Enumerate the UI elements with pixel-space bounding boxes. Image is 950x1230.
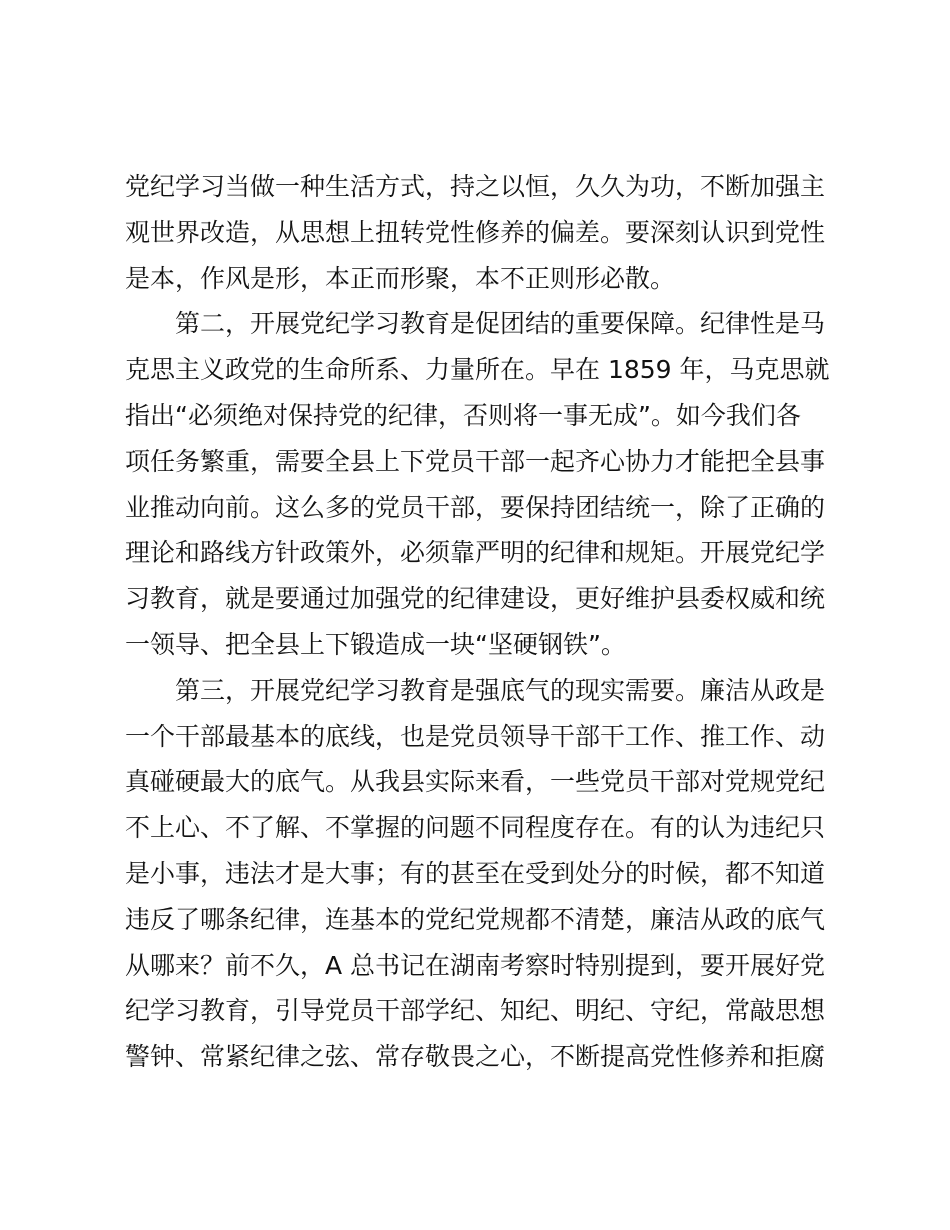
text-line: 克思主义政党的生命所系、力量所在。早在 1859 年，马克思就 (125, 355, 830, 385)
text-line: 项任务繁重，需要全县上下党员干部一起齐心协力才能把全县事 (125, 446, 826, 476)
text-line: 一领导、把全县上下锻造成一块“坚硬钢铁”。 (125, 629, 626, 659)
text-line: 是本，作风是形，本正而形聚，本不正则形必散。 (125, 263, 676, 293)
text-line: 警钟、常紧纪律之弦、常存敬畏之心，不断提高党性修养和拒腐 (125, 1042, 826, 1072)
text-line: 党纪学习当做一种生活方式，持之以恒，久久为功，不断加强主 (125, 172, 826, 201)
text-line: 习教育，就是要通过加强党的纪律建设，更好维护县委权威和统 (125, 584, 826, 614)
text-line: 从哪来？前不久，A 总书记在湖南考察时特别提到，要开展好党 (125, 950, 826, 980)
body-text (125, 164, 830, 1080)
text-line: 真碰硬最大的底气。从我县实际来看，一些党员干部对党规党纪 (125, 767, 826, 797)
text-line: 一个干部最基本的底线，也是党员领导干部干工作、推工作、动 (125, 721, 826, 751)
text-line: 违反了哪条纪律，连基本的党纪党规都不清楚，廉洁从政的底气 (125, 904, 826, 934)
paragraph-start-line: 第二，开展党纪学习教育是促团结的重要保障。纪律性是马 (175, 309, 826, 339)
text-line: 不上心、不了解、不掌握的问题不同程度存在。有的认为违纪只 (125, 813, 826, 843)
text-line: 观世界改造，从思想上扭转党性修养的偏差。要深刻认识到党性 (125, 217, 826, 247)
text-line: 理论和路线方针政策外，必须靠严明的纪律和规矩。开展党纪学 (125, 538, 826, 568)
text-line: 指出“必须绝对保持党的纪律，否则将一事无成”。如今我们各 (125, 400, 801, 430)
paragraph-start-line: 第三，开展党纪学习教育是强底气的现实需要。廉洁从政是 (175, 675, 826, 705)
text-line: 纪学习教育，引导党员干部学纪、知纪、明纪、守纪，常敲思想 (125, 996, 826, 1026)
text-line: 是小事，违法才是大事；有的甚至在受到处分的时候，都不知道 (125, 858, 826, 888)
text-line: 业推动向前。这么多的党员干部，要保持团结统一，除了正确的 (125, 492, 826, 522)
